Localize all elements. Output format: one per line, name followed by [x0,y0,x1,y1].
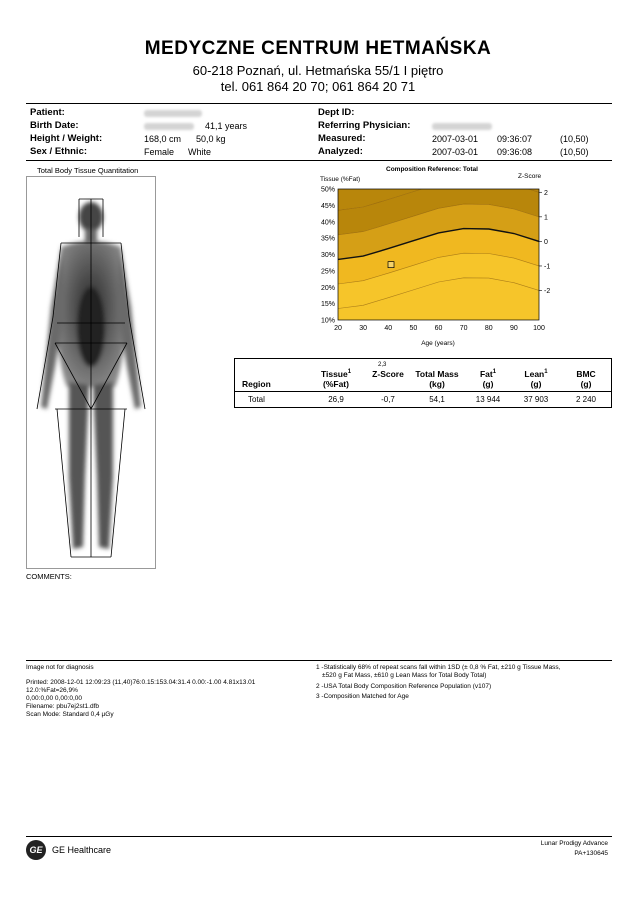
row-bmc: 2 240 [575,395,597,404]
chart-title: Composition Reference: Total [386,166,478,173]
chart-xlabel: Age (years) [421,340,455,347]
clinic-phone: tel. 061 864 20 70; 061 864 20 71 [220,79,416,94]
col-lean-unit: (g) [530,379,542,389]
col-total-mass: Total Mass [415,369,459,379]
x-tick-label: 50 [409,325,418,332]
z-tick-label: 1 [544,214,548,222]
row-fat: 13 944 [475,395,501,404]
x-tick-label: 100 [533,325,545,332]
printed-line-2: 12.0:%Fat=26,9% [26,687,78,694]
z-tick-label: 0 [544,238,548,246]
col-tissue-unit: (%Fat) [323,379,349,389]
analyzed-version: (10,50) [560,147,589,157]
body-scan-image [26,176,156,569]
y-tick-label: 25% [320,268,335,276]
chart-zscore-label: Z-Score [518,173,542,180]
x-tick-label: 30 [359,325,368,332]
col-fat: Fat$^1$ [479,369,497,379]
col-bmc-unit: (g) [580,379,592,389]
analyzed-time: 09:36:08 [497,147,533,157]
comments-label: COMMENTS: [26,572,72,581]
x-tick-label: 70 [459,325,468,332]
analyzed-label: Analyzed: [318,146,363,157]
footer-rule-top [26,660,612,661]
scan-title: Total Body Tissue Quantitation [37,166,139,175]
sex-ethnic-label: Sex / Ethnic: [30,146,88,157]
table-header-rule [234,391,612,392]
row-total-mass: 54,1 [429,395,445,404]
y-tick-label: 20% [320,284,335,292]
device-name: Lunar Prodigy Advance [540,840,608,847]
col-bmc: BMC [576,369,596,379]
composition-chart-svg [296,160,566,350]
x-tick-label: 90 [509,325,518,332]
col-tissue: Tissue$^1$ [320,369,352,379]
x-tick-label: 40 [384,325,393,332]
note-2: 2 -USA Total Body Composition Reference Population (v107) [316,683,492,690]
weight-value: 50,0 kg [196,134,226,144]
col-zscore: Z-Score [372,369,404,379]
ethnic-value: White [188,147,212,157]
sex-value: Female [144,147,175,157]
note-3: 3 -Composition Matched for Age [316,693,409,700]
row-zscore: -0,7 [381,395,395,404]
col-lean: Lean$^1$ [524,369,548,379]
y-tick-label: 10% [320,317,335,325]
patient-marker [388,262,394,268]
not-for-diagnosis: Image not for diagnosis [26,664,94,671]
brand-name: GE Healthcare [52,845,112,855]
device-id: PA+130645 [574,850,608,857]
y-tick-label: 50% [320,186,335,194]
height-weight-label: Height / Weight: [30,133,103,144]
chart-ylabel: Tissue (%Fat) [320,176,361,183]
measured-label: Measured: [318,133,366,144]
dept-id-label: Dept ID: [318,107,355,118]
x-tick-label: 80 [484,325,493,332]
y-tick-label: 30% [320,252,335,259]
col-total-mass-unit: (kg) [429,379,445,389]
row-lean: 37 903 [523,395,549,404]
clinic-name: MEDYCZNE CENTRUM HETMAŃSKA [144,38,492,59]
scan-mode: Scan Mode: Standard 0,4 µGy [26,711,114,718]
birth-date-label: Birth Date: [30,120,79,131]
y-tick-label: 40% [320,219,335,227]
z-tick-label: 2 [544,189,548,197]
row-tissue: 26,9 [328,395,344,404]
note-1-line-2: ±520 g Fat Mass, ±610 g Lean Mass for Total Body Total) [322,672,487,679]
col-zscore-sup: 2,3 [378,362,387,368]
ge-logo: GE [26,840,46,860]
referring-physician-label: Referring Physician: [318,120,411,131]
birth-date-redacted [144,123,194,130]
x-tick-label: 20 [334,325,342,332]
measured-time: 09:36:07 [497,134,533,144]
patient-label: Patient: [30,107,65,118]
age-value: 41,1 years [205,121,248,131]
patient-name-redacted [144,110,202,117]
col-region: Region [242,379,271,389]
x-tick-label: 60 [434,325,443,332]
analyzed-date: 2007-03-01 [432,147,479,157]
y-tick-label: 45% [320,202,335,210]
row-region: Total [248,395,265,404]
physician-redacted [432,123,492,130]
clinic-address: 60-218 Poznań, ul. Hetmańska 55/1 I piętro [192,63,444,78]
measured-date: 2007-03-01 [432,134,479,144]
col-fat-unit: (g) [482,379,494,389]
z-tick-label: -2 [544,288,551,296]
filename: Filename: pbu7ej2st1.dfb [26,703,99,710]
measured-version: (10,50) [560,134,589,144]
footer-rule-bottom [26,836,612,837]
printed-line-1: Printed: 2008-12-01 12:09:23 (11,40)76:0.15:153.04:31.4 0.00:-1.00 4.81x13.01 [26,679,256,686]
printed-line-3: 0,00:0,00 0,00:0,00 [26,695,83,702]
note-1-line-1: 1 -Statistically 68% of repeat scans fall within 1SD (± 0,8 % Fat, ±210 g Tissue Mass, [316,664,561,671]
height-value: 168,0 cm [144,134,182,144]
z-tick-label: -1 [544,263,551,271]
y-tick-label: 35% [320,235,335,243]
composition-chart [296,160,566,350]
y-tick-label: 15% [320,301,335,309]
body-silhouette [27,177,155,568]
